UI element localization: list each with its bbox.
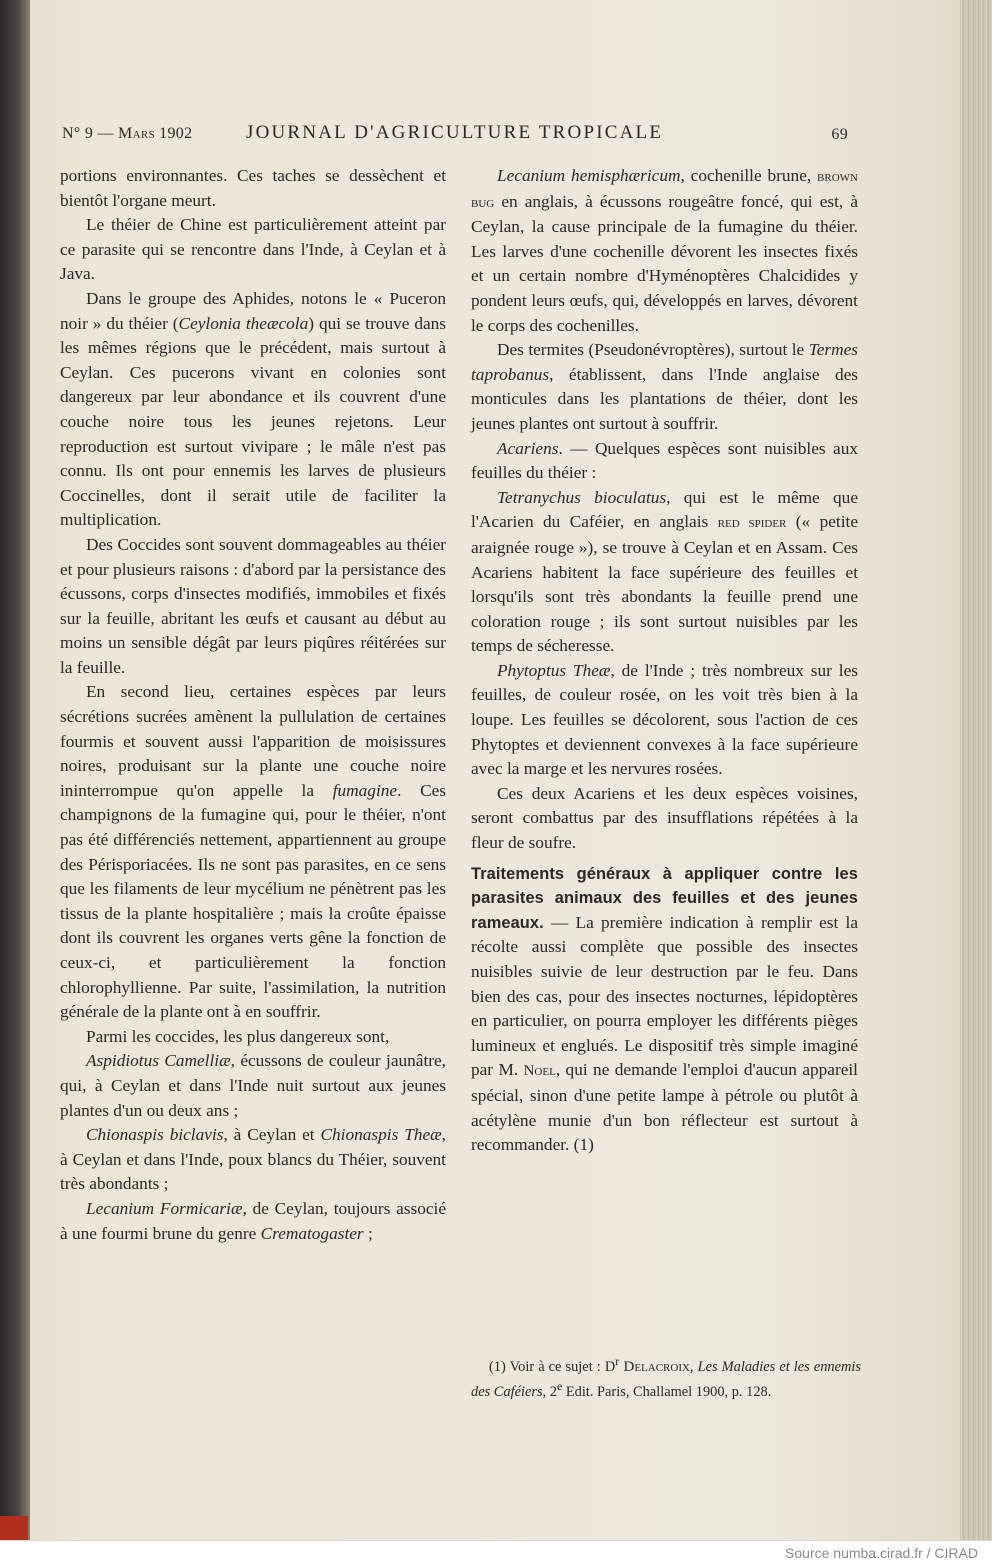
paragraph: Le théier de Chine est particulièrement atteint par ce parasite qui se rencontre dans l'Inde, à Ceylan et à Java. bbox=[60, 215, 446, 284]
paragraph: Lecanium hemisphæricum, cochenille brune, brown bug en anglais, à écussons rougeâtre foncé, qui est, à Ceylan, la cause principale de la fumagine du théier. Les larves d'une cochenille dévorent les insectes fixés et un certain nombre d'Hyménoptères Chalcidides y pondent leurs œufs, qui, développés en larves, dévorent le corps des cochenilles. bbox=[471, 166, 858, 335]
paragraph: Parmi les coccides, les plus dangereux sont, bbox=[86, 1026, 390, 1046]
paragraph: Phytoptus Theæ, de l'Inde ; très nombreux sur les feuilles, de couleur rosée, on les voit très bien à la loupe. Les feuilles se décolorent, sous l'action de ces Phytoptes et deviennent convexes à la face supérieure avec la marge et les nervures rosées. bbox=[471, 660, 858, 779]
page-edges bbox=[960, 0, 992, 1540]
running-header bbox=[62, 124, 848, 150]
binding-tab bbox=[0, 1516, 28, 1540]
section-paragraph: Traitements généraux à appliquer contre les parasites animaux des feuilles et des jeunes rameaux. — La première indication à remplir est la récolte aussi complète que possible des insectes nuisibles suivie de leur destruction par le feu. Dans bien des cas, pour des insectes nocturnes, lépidoptères en particulier, on pourra employer les différents pièges lumineux et englués. Le dispositif très simple imaginé par M. Noel, qui ne demande l'emploi d'aucun appareil spécial, sinon d'une petite lampe à pétrole ou plutôt à acétylène munie d'un bon réflecteur est surtout à recommander. (1) bbox=[471, 864, 858, 1155]
paragraph: Des Coccides sont souvent dommageables au théier et pour plusieurs raisons : d'abord par la persistance des écussons, corps d'insectes modifiés, immobiles et fixés sur la feuille, abritant les œufs et causant au début au moins un sensible dégât par leurs piqûres réitérées sur la feuille. bbox=[60, 534, 446, 677]
paragraph: Chionaspis biclavis, à Ceylan et Chionaspis Theæ, à Ceylan et dans l'Inde, poux blancs du Théier, souvent très abondants ; bbox=[60, 1125, 446, 1194]
paragraph: Ces deux Acariens et les deux espèces voisines, seront combattus par des insufflations répétées à la fleur de soufre. bbox=[471, 783, 858, 853]
footnote: (1) Voir à ce sujet : $D^r$ Delacroix, Les Maladies et les ennemis des Caféiers, 2e Edit. Paris, Challamel 1900, p. 128. bbox=[471, 1354, 861, 1400]
source-credit: Source numba.cirad.fr / CIRAD bbox=[785, 1545, 978, 1561]
page-number: 69 bbox=[831, 126, 848, 143]
paragraph: Dans le groupe des Aphides, notons le « Puceron noir » du théier (Ceylonia theæcola) qui se trouve dans les mêmes régions que le précédent, mais surtout à Ceylan. Ces pucerons vivant en colonies sont dangereux par leur abondance et ils couvrent d'une couche noire tous les jeunes rejetons. Leur reproduction est surtout vivipare ; le mâle n'est pas connu. Ils ont pour ennemis les larves de plusieurs Coccinelles, dont il serait utile de faciliter la multiplication. bbox=[60, 288, 447, 530]
paragraph: portions environnantes. Ces taches se dessèchent et bientôt l'organe meurt. bbox=[60, 166, 446, 210]
paragraph: Tetranychus bioculatus, qui est le même que l'Acarien du Caféier, en anglais red spider (« petite araignée rouge »), se trouve à Ceylan et en Assam. Ces Acariens habitent la face supérieure des feuilles et lorsqu'ils sont très abondants la feuille prend une coloration rouge ; ils sont surtout nuisibles par les temps de sécheresse. bbox=[471, 487, 858, 656]
paragraph: Lecanium Formicariæ, de Ceylan, toujours associé à une fourmi brune du genre Crematogaster ; bbox=[60, 1198, 447, 1243]
paragraph: Aspidiotus Camelliæ, écussons de couleur jaunâtre, qui, à Ceylan et dans l'Inde nuit surtout aux jeunes plantes d'un ou deux ans ; bbox=[60, 1051, 446, 1120]
book-binding bbox=[0, 0, 30, 1540]
paragraph: Acariens. — Quelques espèces sont nuisibles aux feuilles du théier : bbox=[471, 438, 858, 483]
source-bar bbox=[0, 1540, 992, 1567]
paragraph: En second lieu, certaines espèces par leurs sécrétions sucrées amènent la pullulation de certaines fourmis et souvent aussi l'apparition de moisissures noires, produisant sur la plante une couche noire ininterrompue qu'on appelle la fumagine. Ces champignons de la fumagine qui, pour le théier, n'ont pas été différenciés nettement, appartiennent au groupe des Périsporiacées. Ils ne sont pas parasites, en ce sens que les filaments de leur mycélium ne pénètrent pas les tissus de la plante hospitalière ; mais la croûte épaisse dont ils couvrent les organes verts gêne la fonction de ceux-ci, et particulièrement la fonction chlorophyllienne. Par suite, l'assimilation, la nutrition générale de la plante ont à en souffrir. bbox=[60, 682, 446, 1022]
left-column bbox=[60, 164, 446, 1246]
journal-title: JOURNAL D'AGRICULTURE TROPICALE bbox=[246, 122, 664, 143]
right-column bbox=[471, 164, 858, 1158]
issue-label: N° 9 — Mars 1902 bbox=[62, 125, 193, 142]
section-heading: Traitements généraux à appliquer contre les parasites animaux des feuilles et des jeunes rameaux. bbox=[471, 864, 858, 932]
paragraph: Des termites (Pseudonévroptères), surtout le Termes taprobanus, établissent, dans l'Inde anglaise des monticules dans les plantations de théier, dont les jeunes plantes ont surtout à souffrir. bbox=[471, 340, 858, 433]
